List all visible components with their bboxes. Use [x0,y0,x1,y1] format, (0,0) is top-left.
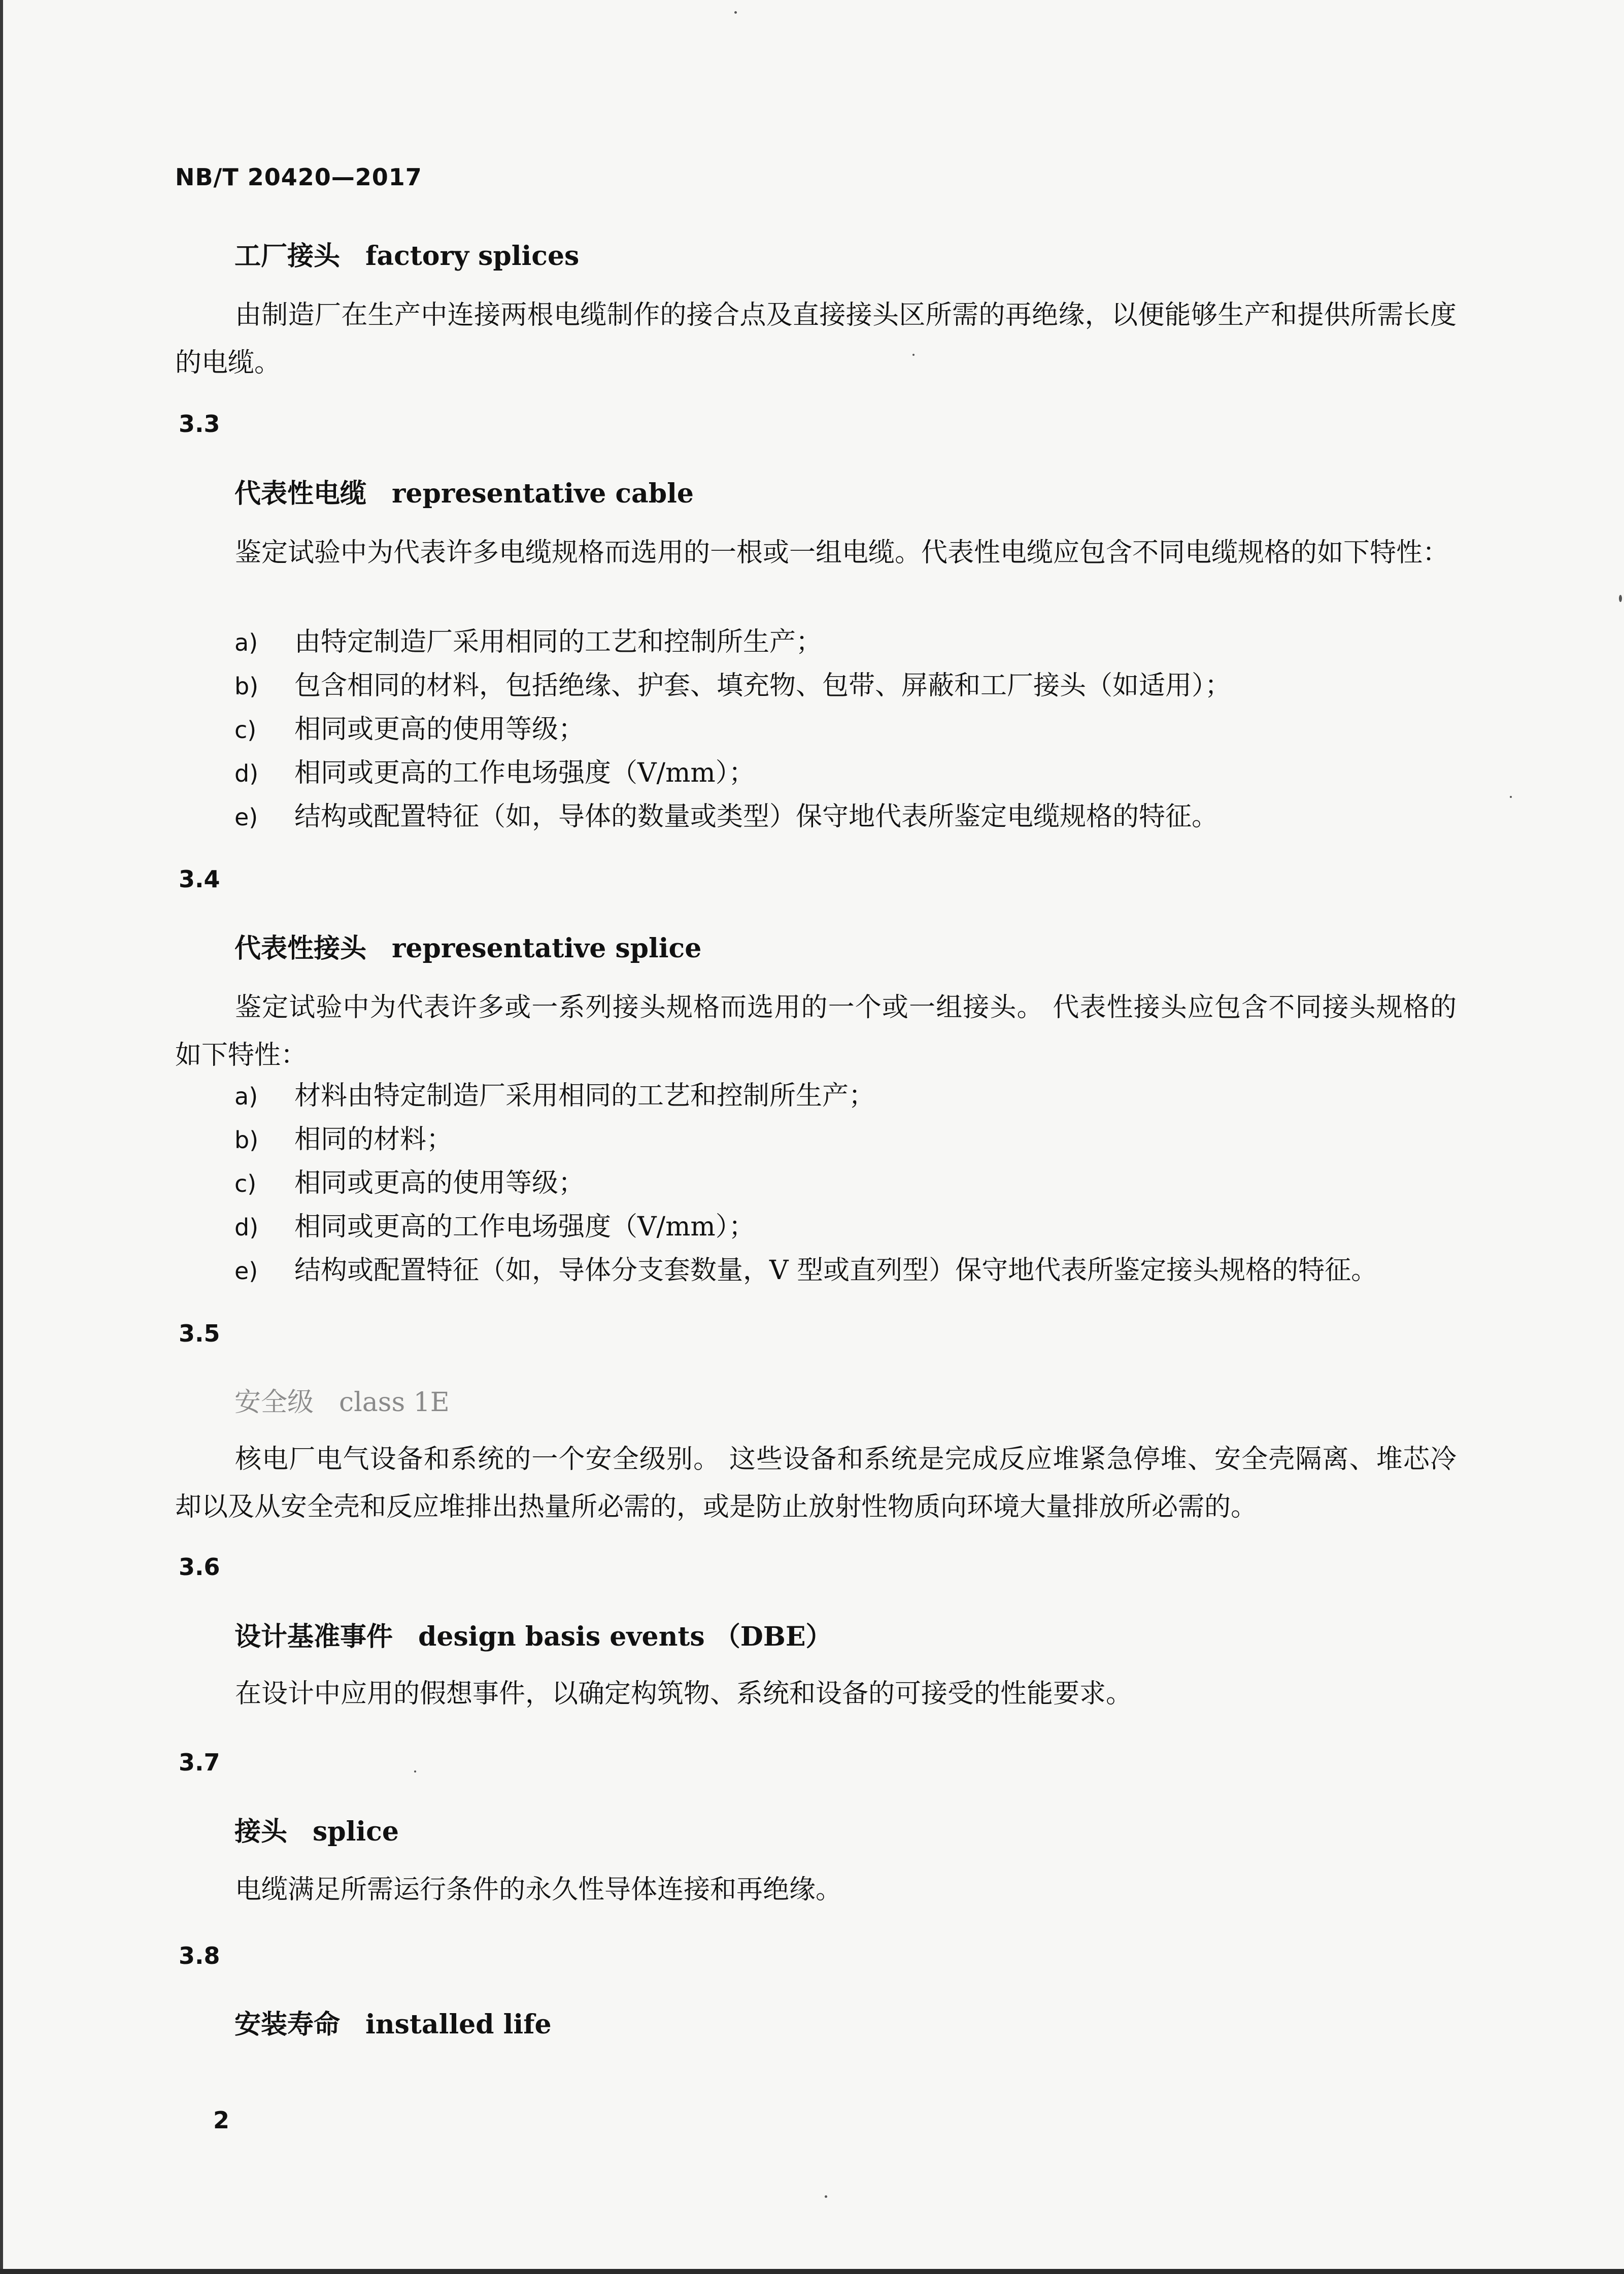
scan-edge-bottom [0,2269,1624,2274]
scan-speck [734,11,737,14]
term-definition: 在设计中应用的假想事件，以确定构筑物、系统和设备的可接受的性能要求。 [235,1679,1133,1709]
list-marker: c) [234,716,257,744]
list-item-text: 相同或更高的工作电场强度（V/mm）； [294,1212,755,1242]
term-chinese: 代表性电缆 [234,478,367,509]
list-item-text: 相同或更高的使用等级； [294,714,585,745]
term-definition: 由制造厂在生产中连接两根电缆制作的接合点及直接接头区所需的再绝缘，以便能够生产和提供所需长度的电缆。 [175,300,1457,378]
list-item [234,1205,1473,1249]
list-marker: a) [234,629,258,656]
term-definition: 核电厂电气设备和系统的一个安全级别。 这些设备和系统是完成反应堆紧急停堆、安全壳隔离、堆芯冷却以及从安全壳和反应堆排出热量所必需的，或是防止放射性物质向环境大量排放所必需的。 [175,1444,1457,1522]
list-marker: e) [234,804,258,831]
list-item [234,1249,1473,1292]
scan-speck [1619,595,1622,602]
term-heading [234,1810,399,1848]
term-english: installed life [365,2009,552,2040]
characteristics-list [234,1074,1473,1292]
characteristics-list [234,620,1473,839]
term-heading [234,472,694,510]
term-heading [234,235,579,273]
list-item [234,1161,1473,1205]
list-marker: b) [234,1126,259,1154]
section-number: 3.4 [179,865,220,893]
scan-speck [1510,796,1512,798]
document-code-header: NB/T 20420—2017 [175,163,422,191]
term-english: factory splices [365,241,580,272]
term-english: design basis events （DBE） [418,1621,832,1652]
list-item [234,1118,1473,1161]
section-number: 3.7 [179,1749,220,1776]
term-english: class 1E [339,1387,450,1418]
list-item-text: 由特定制造厂采用相同的工艺和控制所生产； [294,627,823,657]
list-item [234,664,1473,708]
section-number: 3.8 [179,1942,220,1969]
list-item [234,751,1473,795]
list-item-text: 相同或更高的工作电场强度（V/mm）； [294,758,755,788]
list-item [234,708,1473,751]
list-item-text: 相同或更高的使用等级； [294,1168,585,1198]
list-marker: b) [234,673,259,700]
term-definition: 鉴定试验中为代表许多或一系列接头规格而选用的一个或一组接头。 代表性接头应包含不同接头规格的如下特性： [175,992,1457,1071]
term-heading [234,1381,450,1419]
term-chinese: 设计基准事件 [234,1621,393,1652]
term-heading [234,927,701,965]
list-item-text: 材料由特定制造厂采用相同的工艺和控制所生产； [294,1081,875,1111]
list-marker: d) [234,760,259,787]
section-number: 3.3 [179,410,220,438]
term-chinese: 安装寿命 [234,2009,341,2040]
scan-speck [414,1770,416,1773]
list-item [234,620,1473,664]
term-chinese: 接头 [234,1816,288,1847]
list-item-text: 结构或配置特征（如，导体分支套数量，V 型或直列型）保守地代表所鉴定接头规格的特征。 [294,1255,1378,1286]
list-item [234,1074,1473,1118]
scan-edge-left [0,0,3,2274]
list-marker: c) [234,1170,257,1197]
term-heading [234,2003,552,2041]
term-definition: 鉴定试验中为代表许多电缆规格而选用的一根或一组电缆。代表性电缆应包含不同电缆规格的如下特性： [235,538,1449,568]
term-english: representative cable [392,478,694,509]
list-item-text: 包含相同的材料，包括绝缘、护套、填充物、包带、屏蔽和工厂接头（如适用）； [294,671,1232,701]
term-chinese: 代表性接头 [234,933,367,964]
page-number: 2 [213,2106,230,2134]
term-english: splice [313,1816,399,1847]
list-item-text: 相同的材料； [294,1124,453,1155]
list-marker: a) [234,1083,258,1110]
section-number: 3.5 [179,1320,220,1347]
scan-speck [825,2195,827,2198]
term-chinese: 工厂接头 [234,241,341,272]
list-item [234,795,1473,839]
list-marker: d) [234,1214,259,1241]
term-chinese: 安全级 [234,1387,314,1418]
scan-speck [912,354,915,356]
term-definition: 电缆满足所需运行条件的永久性导体连接和再绝缘。 [235,1875,842,1905]
term-english: representative splice [392,933,702,964]
section-number: 3.6 [179,1553,220,1581]
term-heading [234,1615,832,1653]
list-marker: e) [234,1257,258,1285]
list-item-text: 结构或配置特征（如，导体的数量或类型）保守地代表所鉴定电缆规格的特征。 [294,801,1219,832]
